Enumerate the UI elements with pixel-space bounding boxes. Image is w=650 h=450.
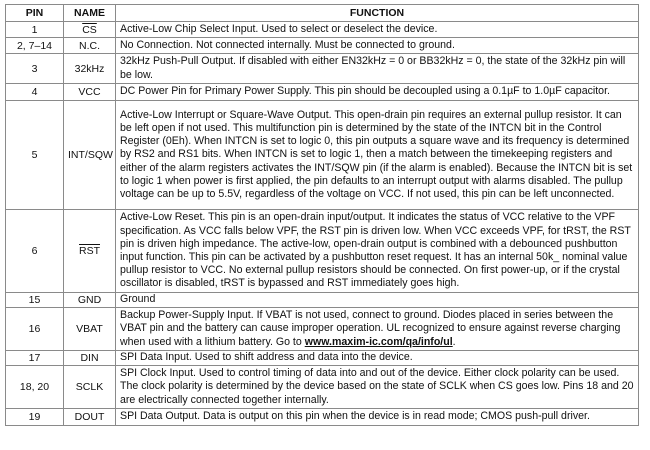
pin-name: INT/SQW [64, 101, 116, 210]
pin-number: 1 [6, 22, 64, 38]
pin-function: 32kHz Push-Pull Output. If disabled with either EN32kHz = 0 or BB32kHz = 0, the state of the 32kHz pin will be low. [116, 54, 639, 84]
table-row [6, 293, 639, 308]
table-row [6, 54, 639, 84]
pin-function: Active-Low Chip Select Input. Used to select or deselect the device. [116, 22, 639, 38]
table-row [6, 366, 639, 409]
pin-function: SPI Data Input. Used to shift address and data into the device. [116, 351, 639, 366]
pin-name: DOUT [64, 409, 116, 426]
table-row [6, 409, 639, 426]
pin-description-table [5, 4, 639, 426]
pin-function: No Connection. Not connected internally. Must be connected to ground. [116, 38, 639, 54]
pin-function: SPI Data Output. Data is output on this pin when the device is in read mode; CMOS push-pull driver. [116, 409, 639, 426]
pin-name: GND [64, 293, 116, 308]
table-row [6, 210, 639, 293]
support-link[interactable]: www.maxim-ic.com/qa/info/ul [304, 335, 453, 348]
function-text: Backup Power-Supply Input. If VBAT is not used, connect to ground. Diodes placed in series between the VBAT pin and the battery can cause improper operation. UL recognized to ensure against reverse charging when used with a lithium battery. Go to [120, 309, 621, 348]
table-row [6, 38, 639, 54]
pin-number: 6 [6, 210, 64, 293]
pin-number: 15 [6, 293, 64, 308]
table-row [6, 308, 639, 351]
header-name: NAME [64, 5, 116, 22]
pin-number: 18, 20 [6, 366, 64, 409]
table-row [6, 351, 639, 366]
pin-name: $\overline{CS}$ [64, 22, 116, 38]
table-row [6, 22, 639, 38]
pin-name: N.C. [64, 38, 116, 54]
pin-number: 5 [6, 101, 64, 210]
pin-number: 17 [6, 351, 64, 366]
header-row [6, 5, 639, 22]
pin-number: 19 [6, 409, 64, 426]
pin-name: $\overline{RST}$ [64, 210, 116, 293]
pin-function: Active-Low Interrupt or Square-Wave Output. This open-drain pin requires an external pullup resistor. It can be left open if not used. This multifunction pin is determined by the state of the INTCN bit in the Control Register (0Eh). When INTCN is set to logic 0, this pin outputs a square wave and its frequency is determined by RS2 and RS1 bits. When INTCN is set to logic 1, then a match between the timekeeping registers and either of the alarm registers activates the INT/SQW pin (if the alarm is enabled). Because the INTCN bit is set to logic 1 when power is first applied, the pin defaults to an interrupt output with alarms disabled. The pullup voltage can be up to 5.5V, regardless of the voltage on VCC. If not used, this pin can be left unconnected. [116, 101, 639, 210]
pin-number: 16 [6, 308, 64, 351]
table-row [6, 101, 639, 210]
pin-name: VCC [64, 84, 116, 101]
header-pin: PIN [6, 5, 64, 22]
pin-function: Ground [116, 293, 639, 308]
pin-function: DC Power Pin for Primary Power Supply. This pin should be decoupled using a 0.1µF to 1.0µF capacitor. [116, 84, 639, 101]
pin-function: SPI Clock Input. Used to control timing of data into and out of the device. Either clock polarity can be used. The clock polarity is determined by the device based on the state of SCLK when CS goes low. Pins 18 and 20 are electrically connected together internally. [116, 366, 639, 409]
function-end: . [452, 335, 456, 348]
table-row [6, 84, 639, 101]
pin-name: VBAT [64, 308, 116, 351]
pin-name: 32kHz [64, 54, 116, 84]
header-function: FUNCTION [116, 5, 639, 22]
pin-number: 2, 7–14 [6, 38, 64, 54]
pin-function: Active-Low Reset. This pin is an open-drain input/output. It indicates the status of VCC relative to the VPF specification. As VCC falls below VPF, the RST pin is driven low. When VCC exceeds VPF, for tRST, the RST pin is driven high impedance. The active-low, open-drain output is combined with a debounced pushbutton input function. This pin can be activated by a pushbutton reset request. It has an internal 50k_ nominal value pullup resistor to VCC. No external pullup resistors should be connected. On first power-up, or if the crystal oscillator is disabled, tRST is bypassed and RST immediately goes high. [116, 210, 639, 293]
pin-name: DIN [64, 351, 116, 366]
pin-function [116, 308, 639, 351]
pin-number: 4 [6, 84, 64, 101]
pin-name: SCLK [64, 366, 116, 409]
pin-number: 3 [6, 54, 64, 84]
